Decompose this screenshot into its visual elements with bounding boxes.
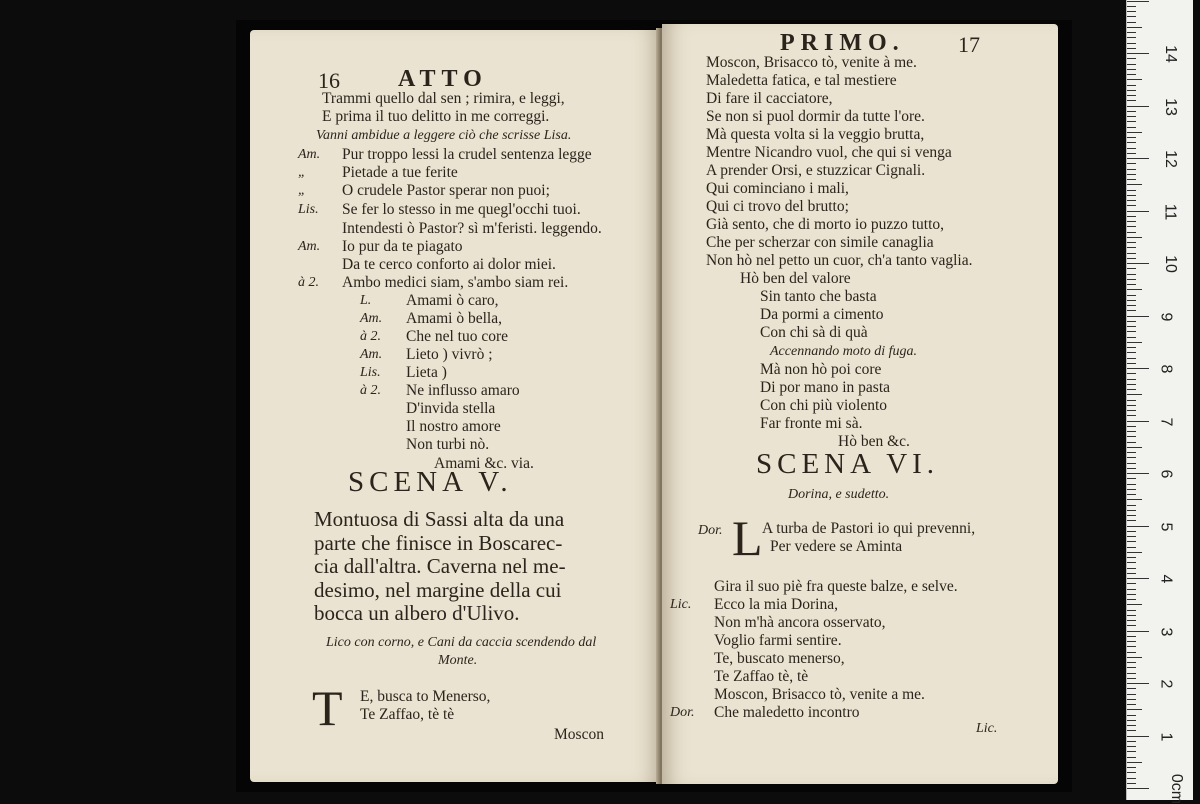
ruler-tick xyxy=(1127,709,1142,710)
ruler-tick xyxy=(1127,536,1136,537)
desc-line: bocca un albero d'Ulivo. xyxy=(314,601,520,625)
ruler-tick xyxy=(1127,247,1136,248)
verse-line: Vanni ambidue a leggere ciò che scrisse Lisa. xyxy=(316,128,572,143)
verse-line: Far fronte mi sà. xyxy=(760,415,863,432)
scene-title-v: SCENA V. xyxy=(348,466,513,498)
ruler-tick xyxy=(1127,95,1136,96)
verse-line: Intendesti ò Pastor? sì m'feristi. leggendo. xyxy=(342,220,602,237)
ruler-tick xyxy=(1127,410,1136,411)
ruler-tick xyxy=(1127,216,1136,217)
ruler-tick xyxy=(1127,730,1136,731)
ruler-tick xyxy=(1127,310,1136,311)
ruler-tick xyxy=(1127,452,1136,453)
ruler-tick xyxy=(1127,347,1136,348)
ruler-number: 4 xyxy=(1157,574,1175,584)
verse-line: Hò ben &c. xyxy=(838,433,910,450)
drop-cap-l: L xyxy=(732,510,763,566)
verse-line: Io pur da te piagato xyxy=(342,238,463,255)
ruler-tick xyxy=(1127,426,1136,427)
ruler-number: 10 xyxy=(1161,255,1179,273)
ruler-tick xyxy=(1127,43,1136,44)
verse-line: Ambo medici siam, s'ambo siam rei. xyxy=(342,274,569,291)
ruler-tick xyxy=(1127,589,1136,590)
ruler-tick xyxy=(1127,594,1136,595)
speaker-label: Lis. xyxy=(360,365,381,380)
ruler-tick xyxy=(1127,179,1136,180)
ruler-tick xyxy=(1127,678,1136,679)
verse-line: Che per scherzar con simile canaglia xyxy=(706,234,934,251)
ruler-tick xyxy=(1127,22,1136,23)
ruler-tick xyxy=(1127,499,1142,500)
ruler-tick xyxy=(1127,106,1149,107)
desc-line: parte che finisce in Boscarec- xyxy=(314,530,563,555)
catchword-left: Moscon xyxy=(554,726,604,743)
verse-line: Con chi più violento xyxy=(760,397,888,414)
verse-line: Ne influsso amaro xyxy=(406,382,520,399)
stage-direction: Monte. xyxy=(438,653,478,668)
ruler-tick xyxy=(1127,237,1142,238)
ruler-tick xyxy=(1127,190,1136,191)
ruler-tick xyxy=(1127,662,1136,663)
speaker-label: Am. xyxy=(360,311,383,326)
verse-line: Gira il suo piè fra queste balze, e selve. xyxy=(714,578,958,595)
verse-line: Mentre Nicandro vuol, che qui si venga xyxy=(706,144,952,161)
ruler-tick xyxy=(1127,116,1136,117)
ruler-tick xyxy=(1127,389,1136,390)
ruler-tick xyxy=(1127,599,1136,600)
drop-cap-t: T xyxy=(312,680,343,736)
ruler-tick xyxy=(1127,253,1136,254)
ruler-number: 14 xyxy=(1161,45,1179,63)
verse-line: Qui ci trovo del brutto; xyxy=(706,198,849,215)
ruler-tick xyxy=(1127,263,1149,264)
ruler-tick xyxy=(1127,74,1136,75)
ruler-tick xyxy=(1127,337,1136,338)
ruler-tick xyxy=(1127,153,1136,154)
ruler-tick xyxy=(1127,232,1136,233)
ruler-tick xyxy=(1127,436,1136,437)
verse-line: Te, buscato menerso, xyxy=(714,650,845,667)
ruler-tick xyxy=(1127,725,1136,726)
scene-description-v xyxy=(314,508,566,626)
verse-line: D'invida stella xyxy=(406,400,496,417)
verse-line: Sin tanto che basta xyxy=(760,288,877,305)
verse-line: O crudele Pastor sperar non puoi; xyxy=(342,182,550,199)
ruler-tick xyxy=(1127,300,1136,301)
ruler-tick xyxy=(1127,6,1136,7)
ruler-tick xyxy=(1127,258,1136,259)
ruler-tick xyxy=(1127,652,1136,653)
verse-line: Mà non hò poi core xyxy=(760,361,882,378)
ruler-tick xyxy=(1127,641,1136,642)
verse-line: Se non si puol dormir da tutte l'ore. xyxy=(706,108,925,125)
ruler-tick xyxy=(1127,174,1136,175)
ruler-tick xyxy=(1127,400,1136,401)
ruler-tick xyxy=(1127,610,1136,611)
verse-line: A turba de Pastori io qui prevenni, xyxy=(762,520,976,537)
ruler-tick xyxy=(1127,657,1142,658)
left-page xyxy=(250,30,660,782)
verse-line: Se fer lo stesso in me quegl'occhi tuoi. xyxy=(342,201,581,218)
verse-line: E prima il tuo delitto in me correggi. xyxy=(322,108,550,125)
speaker-label: Am. xyxy=(298,239,321,254)
ruler-tick xyxy=(1127,111,1136,112)
ruler-tick xyxy=(1127,58,1136,59)
speaker-label: Dor. xyxy=(670,705,695,720)
ruler-tick xyxy=(1127,431,1136,432)
ruler-tick xyxy=(1127,221,1136,222)
ruler-tick xyxy=(1127,11,1136,12)
ruler-tick xyxy=(1127,195,1136,196)
ruler-tick xyxy=(1127,342,1142,343)
ruler-tick xyxy=(1127,683,1149,684)
ruler-tick xyxy=(1127,37,1136,38)
ruler-tick xyxy=(1127,552,1142,553)
ruler-tick xyxy=(1127,778,1136,779)
ruler-tick xyxy=(1127,736,1149,737)
verse-line: Te Zaffao tè, tè xyxy=(714,668,809,685)
ruler-tick xyxy=(1127,363,1136,364)
ruler-tick xyxy=(1127,751,1136,752)
ruler-tick xyxy=(1127,184,1142,185)
ruler-tick xyxy=(1127,746,1136,747)
ruler-tick xyxy=(1127,79,1142,80)
ruler-tick xyxy=(1127,583,1136,584)
verse-line: Pur troppo lessi la crudel sentenza legge xyxy=(342,146,592,163)
ruler-tick xyxy=(1127,578,1149,579)
verse-line: Amami ò caro, xyxy=(406,292,499,309)
ruler-tick xyxy=(1127,762,1142,763)
ruler-tick xyxy=(1127,463,1136,464)
ruler-tick xyxy=(1127,158,1149,159)
speaker-label: à 2. xyxy=(298,275,319,290)
page-number-left: 16 xyxy=(318,68,340,93)
verse-line: Maledetta fatica, e tal mestiere xyxy=(706,72,897,89)
desc-line: desimo, nel margine della cui xyxy=(314,577,562,602)
ruler-tick xyxy=(1127,373,1136,374)
ruler-tick xyxy=(1127,368,1149,369)
ruler-tick xyxy=(1127,384,1136,385)
verse-line: Pietade a tue ferite xyxy=(342,164,458,181)
ruler-tick xyxy=(1127,132,1142,133)
ruler-tick xyxy=(1127,494,1136,495)
ruler-tick xyxy=(1127,268,1136,269)
ruler-tick xyxy=(1127,510,1136,511)
ruler-tick xyxy=(1127,457,1136,458)
verse-line: Amami &c. via. xyxy=(434,455,534,472)
ruler-tick xyxy=(1127,121,1136,122)
ruler-tick xyxy=(1127,69,1136,70)
ruler-tick xyxy=(1127,704,1136,705)
ruler-tick xyxy=(1127,489,1136,490)
verse-line: Da pormi a cimento xyxy=(760,306,884,323)
verse-line: Lieto ) vivrò ; xyxy=(406,346,493,363)
speaker-label: Am. xyxy=(298,147,321,162)
right-page xyxy=(662,24,1058,784)
ruler-number: 12 xyxy=(1161,150,1179,168)
ruler-tick xyxy=(1127,673,1136,674)
ruler-tick xyxy=(1127,331,1136,332)
ruler-tick xyxy=(1127,279,1136,280)
ruler-tick xyxy=(1127,757,1136,758)
ruler-tick xyxy=(1127,127,1136,128)
ruler-tick xyxy=(1127,783,1136,784)
ruler-tick xyxy=(1127,478,1136,479)
verse-line: Ecco la mia Dorina, xyxy=(714,596,838,613)
verse-line: Amami ò bella, xyxy=(406,310,502,327)
ruler-tick xyxy=(1127,631,1149,632)
ruler-tick xyxy=(1127,547,1136,548)
ruler-tick xyxy=(1127,394,1142,395)
ruler-tick xyxy=(1127,646,1136,647)
ruler-number: 3 xyxy=(1157,627,1175,636)
ruler-tick xyxy=(1127,473,1149,474)
ruler-tick xyxy=(1127,16,1136,17)
verse-line: Di fare il cacciatore, xyxy=(706,90,833,107)
ruler-tick xyxy=(1127,615,1136,616)
ruler-tick xyxy=(1127,32,1136,33)
ruler-tick xyxy=(1127,48,1136,49)
verse-line: Non turbi nò. xyxy=(406,436,490,453)
speaker-label: Am. xyxy=(360,347,383,362)
ruler-tick xyxy=(1127,64,1136,65)
ruler-tick xyxy=(1127,284,1136,285)
ruler-tick xyxy=(1127,688,1136,689)
ruler-tick xyxy=(1127,625,1136,626)
scene-subtitle-vi: Dorina, e sudetto. xyxy=(788,487,890,502)
ruler-tick xyxy=(1127,667,1136,668)
ruler-number: 9 xyxy=(1157,312,1175,321)
ruler-number: 7 xyxy=(1157,417,1175,426)
ruler-tick xyxy=(1127,573,1136,574)
verse-line: Moscon, Brisacco tò, venite a me. xyxy=(714,686,925,703)
verse-line: A prender Orsi, e stuzzicar Cignali. xyxy=(706,162,926,179)
speaker-label: Lic. xyxy=(670,597,692,612)
ruler-tick xyxy=(1127,148,1136,149)
ruler-tick xyxy=(1127,699,1136,700)
speaker-label: à 2. xyxy=(360,329,381,344)
verse-line: Lieta ) xyxy=(406,364,447,381)
verse-line: Da te cerco conforto ai dolor miei. xyxy=(342,256,556,273)
page-number-right: 17 xyxy=(958,32,980,57)
ruler-tick xyxy=(1127,1,1149,2)
verse-line: Te Zaffao, tè tè xyxy=(360,706,455,723)
running-head-left: ATTO xyxy=(398,66,488,92)
running-head-right: PRIMO. xyxy=(780,30,905,56)
verse-line: Con chi sà di quà xyxy=(760,324,868,341)
catchword-right: Lic. xyxy=(976,721,998,736)
ruler-tick xyxy=(1127,85,1136,86)
ruler-tick xyxy=(1127,305,1136,306)
speaker-label: Lis. xyxy=(298,202,319,217)
ruler-tick xyxy=(1127,352,1136,353)
ruler-tick xyxy=(1127,442,1136,443)
ruler-tick xyxy=(1127,468,1136,469)
verse-line: Che nel tuo core xyxy=(406,328,509,345)
verse-line: Voglio farmi sentire. xyxy=(714,632,842,649)
verse-line: Per vedere se Aminta xyxy=(770,538,903,555)
ruler-tick xyxy=(1127,100,1136,101)
ruler-tick xyxy=(1127,531,1136,532)
ruler-tick xyxy=(1127,541,1136,542)
ruler-tick xyxy=(1127,211,1149,212)
ruler-tick xyxy=(1127,27,1142,28)
ruler-tick xyxy=(1127,788,1149,789)
ruler-number: 8 xyxy=(1157,364,1175,374)
verse-line: Moscon, Brisacco tò, venite à me. xyxy=(706,54,917,71)
verse-line: Il nostro amore xyxy=(406,418,501,435)
ruler-tick xyxy=(1127,142,1136,143)
ruler-number: 0cm xyxy=(1168,773,1186,804)
ruler-tick xyxy=(1127,415,1136,416)
ruler-tick xyxy=(1127,694,1136,695)
ruler-tick xyxy=(1127,379,1136,380)
verse-line: Accennando moto di fuga. xyxy=(770,344,917,359)
ruler-tick xyxy=(1127,767,1136,768)
speaker-label: „ xyxy=(298,183,306,198)
speaker-label: L. xyxy=(360,293,372,308)
ruler-tick xyxy=(1127,274,1136,275)
ruler-tick xyxy=(1127,741,1136,742)
speaker-label: à 2. xyxy=(360,383,381,398)
speaker-dorina: Dor. xyxy=(698,523,723,538)
ruler-tick xyxy=(1127,90,1136,91)
ruler-tick xyxy=(1127,289,1142,290)
ruler-tick xyxy=(1127,715,1136,716)
ruler-tick xyxy=(1127,321,1136,322)
verse-line: Qui cominciano i mali, xyxy=(706,180,849,197)
ruler-tick xyxy=(1127,137,1136,138)
ruler-tick xyxy=(1127,526,1149,527)
ruler-tick xyxy=(1127,205,1136,206)
ruler-tick xyxy=(1127,505,1136,506)
scene-title-vi: SCENA VI. xyxy=(756,448,940,480)
ruler-tick xyxy=(1127,200,1136,201)
ruler-tick xyxy=(1127,316,1149,317)
ruler-tick xyxy=(1127,772,1136,773)
ruler-tick xyxy=(1127,53,1149,54)
ruler-tick xyxy=(1127,520,1136,521)
ruler-tick xyxy=(1127,226,1136,227)
verse-line: Che maledetto incontro xyxy=(714,704,860,721)
ruler-tick xyxy=(1127,604,1142,605)
ruler-tick xyxy=(1127,568,1136,569)
ruler-tick xyxy=(1127,421,1149,422)
ruler-number: 2 xyxy=(1157,679,1175,689)
ruler-tick xyxy=(1127,326,1136,327)
verse-line: Hò ben del valore xyxy=(740,270,851,287)
ruler-tick xyxy=(1127,295,1136,296)
ruler-tick xyxy=(1127,720,1136,721)
verse-line: Già sento, che di morto io puzzo tutto, xyxy=(706,216,945,233)
verse-line: Non hò nel petto un cuor, ch'a tanto vaglia. xyxy=(706,252,973,269)
verse-line: Non m'hà ancora osservato, xyxy=(714,614,886,631)
ruler-tick xyxy=(1127,242,1136,243)
measuring-ruler xyxy=(1126,0,1193,804)
ruler-number: 1 xyxy=(1157,732,1175,741)
ruler-number: 13 xyxy=(1161,97,1179,116)
ruler-tick xyxy=(1127,515,1136,516)
ruler-tick xyxy=(1127,358,1136,359)
speaker-label: „ xyxy=(298,165,306,180)
ruler-tick xyxy=(1127,636,1136,637)
ruler-tick xyxy=(1127,557,1136,558)
verse-line: Di por mano in pasta xyxy=(760,379,891,396)
stage-direction: Lico con corno, e Cani da caccia scendendo dal xyxy=(326,635,597,650)
desc-line: Montuosa di Sassi alta da una xyxy=(314,507,565,531)
ruler-tick xyxy=(1127,562,1136,563)
desc-line: cia dall'altra. Caverna nel me- xyxy=(314,554,566,578)
ruler-number: 5 xyxy=(1157,522,1175,531)
ruler-tick xyxy=(1127,169,1136,170)
ruler-number: 6 xyxy=(1157,469,1175,479)
verse-line: E, busca to Menerso, xyxy=(360,688,491,705)
verse-line: Mà questa volta si la veggio brutta, xyxy=(706,126,925,143)
ruler-number: 11 xyxy=(1161,203,1179,220)
ruler-tick xyxy=(1127,484,1136,485)
ruler-tick xyxy=(1127,163,1136,164)
verse-line: Trammi quello dal sen ; rimira, e leggi, xyxy=(322,90,565,107)
ruler-tick xyxy=(1127,405,1136,406)
ruler-tick xyxy=(1127,447,1142,448)
ruler-tick xyxy=(1127,620,1136,621)
